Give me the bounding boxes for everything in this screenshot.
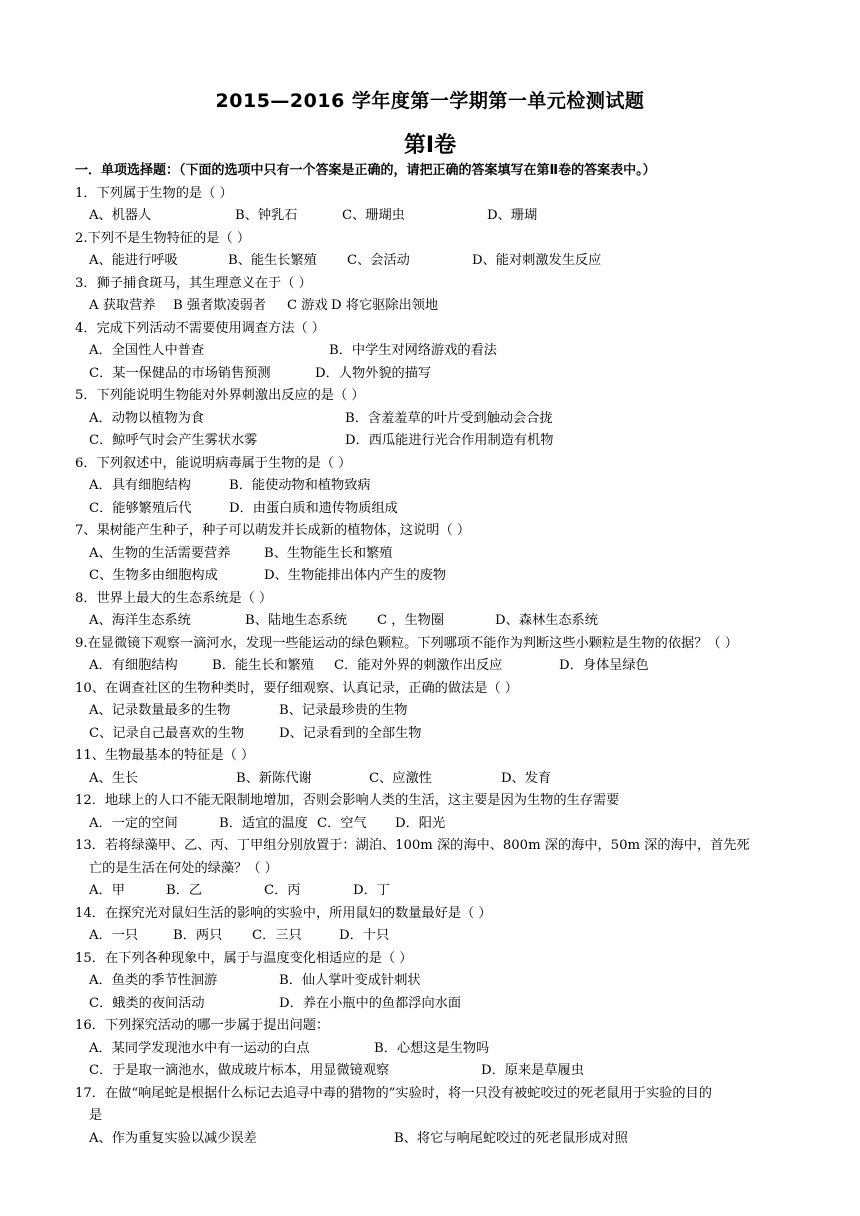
option-row xyxy=(75,880,795,903)
question-stem: 9.在显微镜下观察一滴河水，发现一些能运动的绿色颗粒。下列哪项不能作为判断这些小颗粒是生物的依据？（ ） xyxy=(75,635,738,651)
answer-option: C．三只 xyxy=(252,928,302,943)
answer-option: A．具有细胞结构 xyxy=(89,478,191,493)
question-stem: 5．下列能说明生物能对外界刺激出反应的是（ ） xyxy=(75,388,365,403)
answer-option: D．养在小瓶中的鱼都浮向水面 xyxy=(279,995,462,1011)
answer-option: D．原来是草履虫 xyxy=(481,1063,584,1078)
question-stem: 10、在调查社区的生物种类时，要仔细观察、认真记录，正确的做法是（ ） xyxy=(75,680,518,696)
answer-option: C．丙 xyxy=(264,883,301,898)
section-heading: 一．单项选择题：（下面的选项中只有一个答案是正确的，请把正确的答案填写在第Ⅱ卷的答案表中。） xyxy=(75,163,656,178)
question-stem: 6．下列叙述中，能说明病毒属于生物的是（ ） xyxy=(75,455,352,471)
answer-option: B、新陈代谢 xyxy=(236,770,312,786)
answer-option: A、海洋生态系统 xyxy=(89,613,191,628)
option-row xyxy=(75,1060,795,1083)
question-stem: 14．在探究光对鼠妇生活的影响的实验中，所用鼠妇的数量最好是（ ） xyxy=(75,905,492,921)
answer-option: C．能够繁殖后代 xyxy=(89,500,192,516)
question-stem: 1．下列属于生物的是（ ） xyxy=(75,185,233,201)
answer-option: C、生物多由细胞构成 xyxy=(89,568,218,583)
option-row xyxy=(75,925,795,948)
answer-option: B．两只 xyxy=(173,928,223,943)
question-stem: 16．下列探究活动的哪一步属于提出问题： xyxy=(75,1018,330,1033)
answer-option: D．丁 xyxy=(353,883,390,898)
answer-option: A．某同学发现池水中有一运动的白点 xyxy=(89,1040,310,1056)
answer-option: B、记录最珍贵的生物 xyxy=(279,703,408,718)
answer-option: B、生物能生长和繁殖 xyxy=(264,545,393,561)
option-row xyxy=(75,340,795,363)
answer-option: B．含羞羞草的叶片受到触动会合拢 xyxy=(345,410,553,426)
answer-option: D、发育 xyxy=(501,770,552,786)
answer-option: A．动物以植物为食 xyxy=(89,410,205,426)
answer-option: C．蛾类的夜间活动 xyxy=(89,995,205,1011)
question-stem-continued: 亡的是生活在何处的绿藻？（ ） xyxy=(89,860,278,876)
answer-option: B、钟乳石 xyxy=(235,208,298,223)
option-row xyxy=(75,1038,795,1061)
answer-option: C、应激性 xyxy=(369,770,432,786)
option-row xyxy=(75,655,795,678)
option-row xyxy=(75,295,795,318)
option-row xyxy=(75,408,795,431)
answer-option: D．阳光 xyxy=(395,815,446,831)
answer-option: B．能生长和繁殖 xyxy=(212,658,315,673)
answer-option: B、陆地生态系统 xyxy=(245,613,348,628)
option-row xyxy=(75,970,795,993)
exam-part-title: 第Ⅰ卷 xyxy=(403,133,457,158)
option-row xyxy=(75,363,795,386)
answer-option: A、能进行呼吸 xyxy=(89,253,178,268)
answer-option: D．由蛋白质和遗传物质组成 xyxy=(229,500,398,516)
answer-option: D、能对刺激发生反应 xyxy=(472,253,602,268)
answer-option: B、将它与响尾蛇咬过的死老鼠形成对照 xyxy=(394,1130,628,1146)
answer-option: B 强者欺凌弱者 xyxy=(173,298,267,313)
answer-option: C ，生物圈 xyxy=(377,613,445,628)
question-stem: 12．地球上的人口不能无限制地增加，否则会影响人类的生活，这主要是因为生物的生存需要 xyxy=(75,793,620,808)
question-stem: 17．在做“响尾蛇是根据什么标记去追寻中毒的猎物的”实验时，将一只没有被蛇咬过的死老鼠用于实验的目的 xyxy=(75,1085,712,1101)
question-stem: 15．在下列各种现象中，属于与温度变化相适应的是（ ） xyxy=(75,950,413,966)
answer-option: C、记录自己最喜欢的生物 xyxy=(89,725,245,741)
option-row xyxy=(75,610,795,633)
answer-option: B．中学生对网络游戏的看法 xyxy=(329,343,497,358)
answer-option: D、记录看到的全部生物 xyxy=(279,725,422,741)
option-row xyxy=(75,430,795,453)
question-stem: 2.下列不是生物特征的是（ ） xyxy=(75,230,251,246)
answer-option: B．心想这是生物吗 xyxy=(374,1040,490,1056)
answer-option: B．仙人掌叶变成针刺状 xyxy=(279,973,421,988)
question-stem: 7、果树能产生种子，种子可以萌发并长成新的植物体，这说明（ ） xyxy=(75,523,471,538)
answer-option: C．于是取一滴池水，做成玻片标本，用显微镜观察 xyxy=(89,1063,390,1078)
answer-option: C．空气 xyxy=(317,815,367,831)
answer-option: C．某一保健品的市场销售预测 xyxy=(89,365,271,381)
option-row xyxy=(75,813,795,836)
answer-option: A、作为重复实验以减少误差 xyxy=(89,1130,257,1146)
option-row xyxy=(75,543,795,566)
option-row xyxy=(75,498,795,521)
answer-option: D．十只 xyxy=(339,928,390,943)
answer-option: C、会活动 xyxy=(347,253,410,268)
answer-option: C 游戏 xyxy=(287,298,328,313)
answer-option: A．一只 xyxy=(89,928,139,943)
option-row xyxy=(75,993,795,1016)
answer-option: A、记录数量最多的生物 xyxy=(89,703,231,718)
answer-option: D 将它驱除出领地 xyxy=(331,298,439,313)
question-stem-continued: 是 xyxy=(89,1108,103,1123)
option-row xyxy=(75,768,795,791)
answer-option: D．身体呈绿色 xyxy=(559,658,649,673)
answer-option: A、生物的生活需要营养 xyxy=(89,545,231,561)
option-row xyxy=(75,205,795,228)
question-list xyxy=(75,160,795,1150)
answer-option: A 获取营养 xyxy=(89,298,156,313)
answer-option: A．鱼类的季节性洄游 xyxy=(89,973,218,988)
answer-option: A、机器人 xyxy=(89,208,152,223)
option-row xyxy=(75,1128,795,1151)
answer-option: A、生长 xyxy=(89,770,139,786)
question-stem: 11、生物最基本的特征是（ ） xyxy=(75,748,255,763)
option-row xyxy=(75,565,795,588)
question-stem: 13．若将绿藻甲、乙、丙、丁甲组分别放置于：湖泊、100m 深的海中、800m 深的海中，50m 深的海中，首先死 xyxy=(75,838,750,853)
exam-title: 2015—2016 学年度第一学期第一单元检测试题 xyxy=(215,90,645,112)
answer-option: B．乙 xyxy=(166,883,203,898)
answer-option: D、珊瑚 xyxy=(487,208,538,223)
answer-option: B、能生长繁殖 xyxy=(228,253,317,268)
answer-option: B．适宜的温度 xyxy=(219,815,308,831)
answer-option: D．西瓜能进行光合作用制造有机物 xyxy=(345,433,554,448)
answer-option: D、生物能排出体内产生的废物 xyxy=(264,568,447,583)
answer-option: A．一定的空间 xyxy=(89,815,178,831)
question-stem: 8．世界上最大的生态系统是（ ） xyxy=(75,590,273,606)
question-stem: 4．完成下列活动不需要使用调查方法（ ） xyxy=(75,320,325,336)
option-row xyxy=(75,250,795,273)
answer-option: A．全国性人中普查 xyxy=(89,343,205,358)
answer-option: C．鲸呼气时会产生雾状水雾 xyxy=(89,433,258,448)
question-stem: 3．狮子捕食斑马，其生理意义在于（ ） xyxy=(75,275,312,291)
answer-option: D．人物外貌的描写 xyxy=(315,365,432,381)
answer-option: D、森林生态系统 xyxy=(495,613,598,628)
answer-option: A．有细胞结构 xyxy=(89,658,178,673)
answer-option: A．甲 xyxy=(89,883,125,898)
option-row xyxy=(75,700,795,723)
option-row xyxy=(75,723,795,746)
option-row xyxy=(75,475,795,498)
answer-option: C．能对外界的刺激作出反应 xyxy=(334,658,503,673)
answer-option: C、珊瑚虫 xyxy=(342,208,405,223)
answer-option: B．能使动物和植物致病 xyxy=(229,478,371,493)
